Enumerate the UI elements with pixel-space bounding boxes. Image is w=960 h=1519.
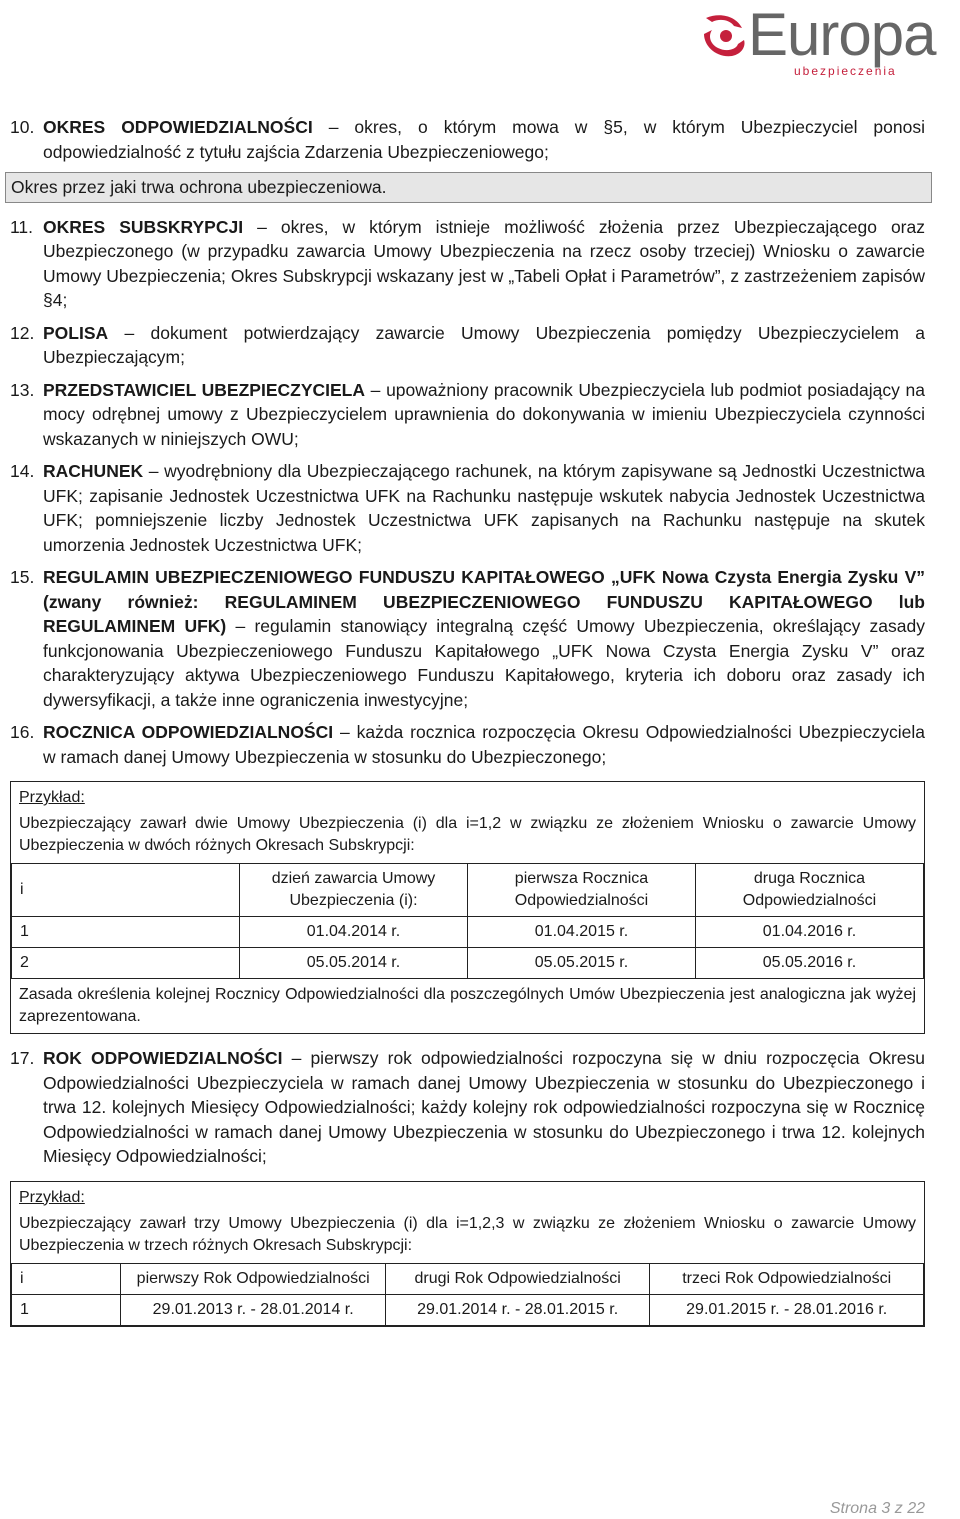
- table-cell: 05.05.2015 r.: [468, 948, 696, 979]
- definition-item: [10, 321, 925, 370]
- definition-text: [43, 720, 925, 769]
- table-header-cell: dzień zawarcia Umowy Ubezpieczenia (i):: [240, 864, 468, 917]
- example-box-1: [10, 781, 925, 1034]
- definition-number: 10.: [10, 117, 35, 137]
- table-cell: 29.01.2013 r. - 28.01.2014 r.: [121, 1294, 385, 1325]
- europa-logo-mark: [700, 6, 750, 62]
- definition-term: OKRES ODPOWIEDZIALNOŚCI: [43, 117, 313, 137]
- definition-term: ROK ODPOWIEDZIALNOŚCI: [43, 1048, 283, 1068]
- definition-number: 15.: [10, 567, 35, 587]
- definition-number: 11.: [10, 216, 34, 237]
- example-footer: Zasada określenia kolejnej Rocznicy Odpowiedzialności dla poszczególnych Umów Ubezpieczenia jest analogiczna jak wyżej zaprezentowana.: [19, 986, 916, 1025]
- definition-body: regulamin stanowiący integralną część Umowy Ubezpieczenia, określający zasady funkcjonowania Ubezpieczeniowego Funduszu Kapitałowego „UFK Nowa Czysta Energia Zysku V” oraz charakteryzujący aktywa Ubezpieczeniowego Funduszu Kapitałowego, kryteria ich doboru oraz zasady ich dywersyfikacji, a także inne ograniczenia inwestycyjne;: [43, 616, 926, 710]
- definition-body: wyodrębniony dla Ubezpieczającego rachunek, na którym zapisywane są Jednostki Uczestnictwa UFK; zapisanie Jednostek Uczestnictwa UFK na Rachunku następuje wskutek nabycia Jednostek Uczestnictwa UFK; pomniejszenie liczby Jednostek Uczestnictwa UFK zapisanych na Rachunku następuje na skutek umorzenia Jednostek Uczestnictwa UFK;: [43, 461, 925, 555]
- document-body: [10, 115, 925, 1327]
- table-cell: 1: [12, 1294, 121, 1325]
- example-intro: Ubezpieczający zawarł dwie Umowy Ubezpieczenia (i) dla i=1,2 w związku ze złożeniem Wniosku o zawarcie Umowy Ubezpieczenia w dwóch różnych Okresach Subskrypcji:: [19, 815, 916, 854]
- definition-body: każda rocznica rozpoczęcia Okresu Odpowiedzialności Ubezpieczyciela w ramach danej Umowy Ubezpieczenia w stosunku do Ubezpieczonego;: [43, 722, 925, 767]
- table-header-cell: drugi Rok Odpowiedzialności: [385, 1263, 649, 1294]
- definition-item: [10, 565, 925, 712]
- table-cell: 05.05.2016 r.: [696, 948, 924, 979]
- page-number: Strona 3 z 22: [829, 1500, 925, 1517]
- definition-dash: –: [226, 616, 255, 636]
- definition-number: 16.: [10, 722, 35, 742]
- table-cell: 05.05.2014 r.: [240, 948, 468, 979]
- definition-text: [43, 1046, 925, 1169]
- europa-logo: [700, 1, 950, 78]
- example-table-1: [11, 863, 924, 979]
- definition-item: [10, 720, 925, 769]
- definition-term: OKRES SUBSKRYPCJI: [43, 216, 244, 237]
- table-row: [12, 1294, 924, 1325]
- definition-text: [43, 459, 925, 557]
- definition-term: POLISA: [43, 322, 109, 343]
- definition-item: [10, 115, 925, 164]
- definition-text: [43, 378, 925, 452]
- table-cell: 01.04.2015 r.: [468, 917, 696, 948]
- definition-item: [10, 378, 925, 452]
- table-header-cell: druga Rocznica Odpowiedzialności: [696, 864, 924, 917]
- definition-number: 13.: [10, 379, 35, 400]
- definition-body: okres, w którym istnieje możliwość złożenia przez Ubezpieczającego oraz Ubezpieczonego (w przypadku zawarcia Umowy Ubezpieczenia na rzecz osoby trzeciej) Wniosku o zawarcie Umowy Ubezpieczenia; Okres Subskrypcji wskazany jest w „Tabeli Opłat i Parametrów”, z zastrzeżeniem zapisów §4;: [43, 216, 925, 310]
- definition-text: [43, 215, 925, 313]
- definitions-section-b: [10, 215, 925, 770]
- definition-dash: –: [143, 461, 165, 481]
- highlighted-note: Okres przez jaki trwa ochrona ubezpieczeniowa.: [5, 172, 932, 203]
- definition-item: [10, 215, 925, 313]
- definition-number: 14.: [10, 461, 35, 481]
- table-cell: 01.04.2016 r.: [696, 917, 924, 948]
- definition-term: REGULAMIN UBEZPIECZENIOWEGO FUNDUSZU KAPITAŁOWEGO „UFK Nowa Czysta Energia Zysku V” (zwany również: REGULAMINEM UBEZPIECZENIOWEGO FUNDUSZU KAPITAŁOWEGO lub REGULAMINEM UFK): [43, 567, 925, 636]
- table-header-cell: pierwszy Rok Odpowiedzialności: [121, 1263, 385, 1294]
- table-header-cell: i: [12, 1263, 121, 1294]
- example-table-2: [11, 1263, 924, 1326]
- definition-term: RACHUNEK: [43, 461, 144, 481]
- definition-term: PRZEDSTAWICIEL UBEZPIECZYCIELA: [43, 379, 365, 400]
- table-row: [12, 948, 924, 979]
- definition-dash: –: [333, 722, 357, 742]
- table-header-cell: i: [12, 864, 240, 917]
- definition-body: dokument potwierdzający zawarcie Umowy Ubezpieczenia pomiędzy Ubezpieczycielem a Ubezpieczającym;: [43, 322, 925, 367]
- definition-text: [43, 115, 925, 164]
- definition-number: 17.: [10, 1048, 35, 1068]
- definition-dash: –: [312, 117, 355, 137]
- definition-item: [10, 1046, 925, 1169]
- example-intro: Ubezpieczający zawarł trzy Umowy Ubezpieczenia (i) dla i=1,2,3 w związku ze złożeniem Wniosku o zawarcie Umowy Ubezpieczenia w trzech różnych Okresach Subskrypcji:: [19, 1214, 916, 1254]
- definitions-section-a: [10, 115, 925, 164]
- table-header-row: [12, 864, 924, 917]
- definition-dash: –: [108, 322, 151, 343]
- table-header-row: [12, 1263, 924, 1294]
- table-row: [12, 917, 924, 948]
- definitions-section-c: [10, 1046, 925, 1169]
- brand-tagline: ubezpieczenia: [794, 64, 897, 78]
- table-cell: 29.01.2015 r. - 28.01.2016 r.: [650, 1294, 924, 1325]
- example-heading: Przykład:: [19, 1188, 85, 1206]
- table-cell: 2: [12, 948, 240, 979]
- definition-body: upoważniony pracownik Ubezpieczyciela lub podmiot posiadający na mocy odrębnej umowy z Ubezpieczycielem uprawnienia do dokonywania w imieniu Ubezpieczyciela czynności wskazanych w niniejszych OWU;: [43, 379, 925, 449]
- definition-text: [43, 321, 925, 370]
- brand-name: Europa: [748, 1, 936, 68]
- definition-dash: –: [243, 216, 281, 237]
- definition-body: pierwszy rok odpowiedzialności rozpoczyna się w dniu rozpoczęcia Okresu Odpowiedzialności Ubezpieczyciela w ramach danej Umowy Ubezpieczenia w stosunku do Ubezpieczonego i trwa 12. kolejnych Miesięcy Odpowiedzialności; każdy kolejny rok odpowiedzialności rozpoczyna się w Rocznicę Odpowiedzialności w ramach danej Umowy Ubezpieczenia w stosunku do Ubezpieczonego i trwa 12. kolejnych Miesięcy Odpowiedzialności;: [43, 1048, 925, 1166]
- definition-body: okres, o którym mowa w §5, w którym Ubezpieczyciel ponosi odpowiedzialność z tytułu zajścia Zdarzenia Ubezpieczeniowego;: [43, 117, 925, 162]
- table-header-cell: pierwsza Rocznica Odpowiedzialności: [468, 864, 696, 917]
- definition-item: [10, 459, 925, 557]
- definition-dash: –: [365, 379, 387, 400]
- table-cell: 29.01.2014 r. - 28.01.2015 r.: [385, 1294, 649, 1325]
- definition-text: [43, 565, 925, 712]
- table-header-cell: trzeci Rok Odpowiedzialności: [650, 1263, 924, 1294]
- definition-dash: –: [282, 1048, 311, 1068]
- definition-term: ROCZNICA ODPOWIEDZIALNOŚCI: [43, 722, 334, 742]
- example-heading: Przykład:: [19, 789, 85, 806]
- table-cell: 01.04.2014 r.: [240, 917, 468, 948]
- example-box-2: [10, 1181, 925, 1327]
- definition-number: 12.: [10, 322, 35, 343]
- table-cell: 1: [12, 917, 240, 948]
